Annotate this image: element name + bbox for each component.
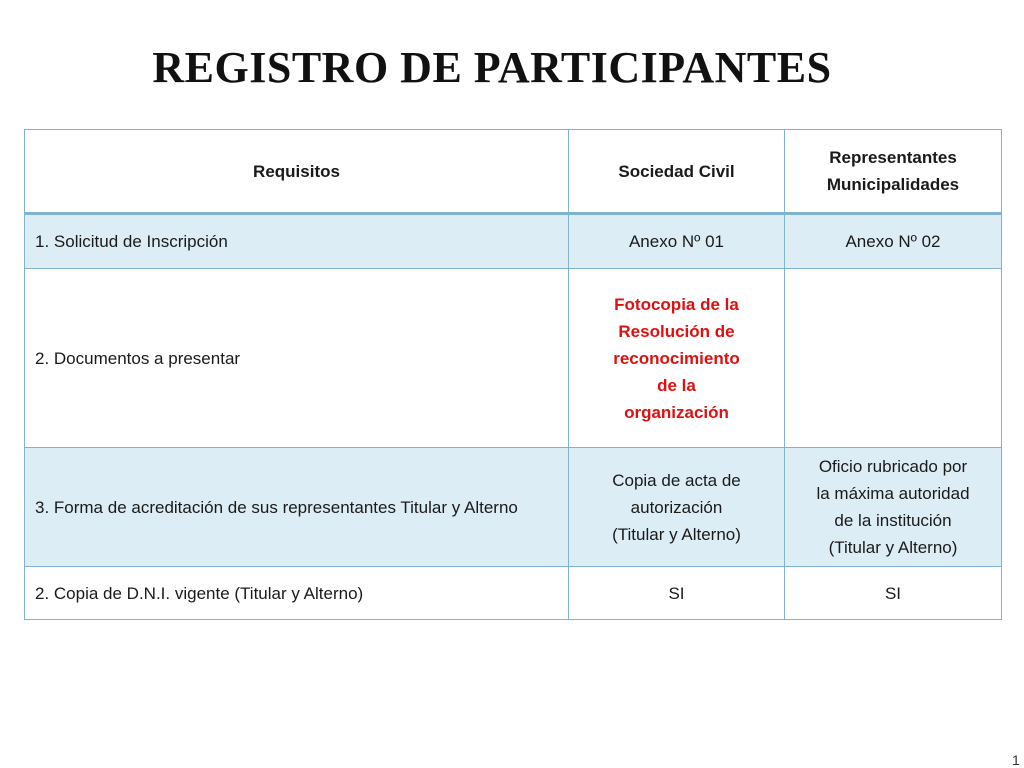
cell-sociedad-4: SI	[569, 567, 785, 620]
cell-line: Oficio rubricado por	[818, 457, 968, 476]
table-row	[25, 448, 1002, 567]
header-representantes-line2: Municipalidades	[826, 175, 960, 194]
cell-line: la máxima autoridad	[816, 484, 970, 503]
cell-line: (Titular y Alterno)	[612, 524, 741, 544]
cell-requisito-1: 1. Solicitud de Inscripción	[25, 214, 569, 269]
table-row	[25, 269, 1002, 448]
cell-sociedad-2	[569, 269, 785, 448]
cell-sociedad-3	[569, 448, 785, 567]
table-row	[25, 567, 1002, 620]
cell-representantes-2	[785, 269, 1002, 448]
cell-representantes-3	[785, 448, 1002, 567]
cell-line: (Titular y Alterno)	[828, 538, 958, 557]
page-number: 1	[1012, 752, 1020, 768]
cell-representantes-1: Anexo Nº 02	[785, 214, 1002, 269]
cell-line: de la institución	[834, 511, 952, 530]
cell-representantes-4: SI	[785, 567, 1002, 620]
header-requisitos: Requisitos	[25, 130, 569, 214]
highlight-line: de la	[657, 375, 696, 395]
table-header-row	[25, 130, 1002, 214]
cell-line: Copia de acta de	[612, 470, 741, 490]
cell-sociedad-1: Anexo Nº 01	[569, 214, 785, 269]
cell-requisito-4: 2. Copia de D.N.I. vigente (Titular y Alterno)	[25, 567, 569, 620]
highlight-line: Resolución de	[618, 321, 735, 341]
table-row	[25, 214, 1002, 269]
highlight-line: reconocimiento	[613, 348, 740, 368]
cell-requisito-2: 2. Documentos a presentar	[25, 269, 569, 448]
cell-requisito-3: 3. Forma de acreditación de sus representantes Titular y Alterno	[25, 448, 569, 567]
cell-line: autorización	[630, 497, 723, 517]
header-representantes	[785, 130, 1002, 214]
highlight-line: Fotocopia de la	[614, 294, 739, 314]
highlight-line: organización	[624, 402, 729, 422]
slide-title: REGISTRO DE PARTICIPANTES	[152, 43, 832, 92]
requirements-table	[24, 129, 1002, 620]
header-sociedad-civil: Sociedad Civil	[569, 130, 785, 214]
header-representantes-line1: Representantes	[829, 148, 957, 167]
